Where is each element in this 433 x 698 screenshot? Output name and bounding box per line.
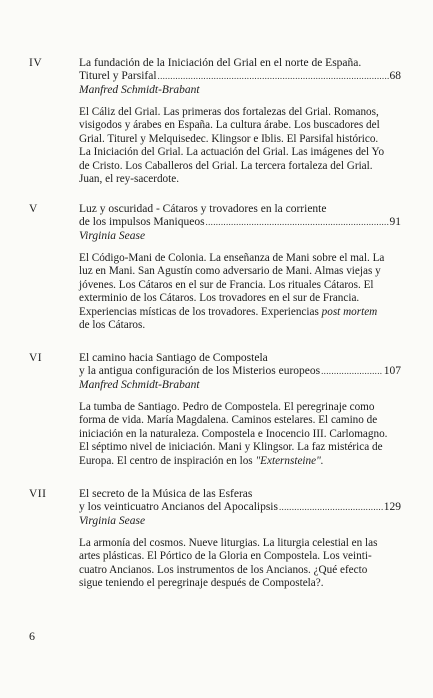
summary-line — [79, 306, 401, 319]
chapter-author: Manfred Schmidt-Brabant — [79, 379, 200, 391]
page-folio: 6 — [29, 629, 35, 643]
summary-line: de Cristo. Los Caballeros del Grial. La tercera fortaleza del Grial. — [79, 159, 373, 172]
chapter-summary — [79, 252, 401, 332]
chapter-summary — [79, 106, 401, 186]
toc-line — [79, 70, 401, 83]
summary-italic-term: post mortem — [321, 305, 378, 318]
summary-italic-term: "Externsteine". — [255, 454, 324, 467]
chapter-title: La fundación de la Iniciación del Grial en el norte de España. — [79, 57, 362, 69]
chapter-subtitle: Titurel y Parsifal — [79, 70, 157, 82]
chapter-subtitle: de los impulsos Maniqueos — [79, 216, 205, 228]
chapter-title: El camino hacia Santiago de Compostela — [79, 352, 268, 364]
summary-text: Europa. El centro de inspiración en los — [79, 454, 253, 467]
dot-leader — [279, 501, 383, 514]
summary-line: iniciación en la naturaleza. Compostela e Inocencio III. Carlomagno. — [79, 427, 388, 440]
chapter-author: Virginia Sease — [79, 515, 146, 527]
page-number: 68 — [389, 70, 401, 82]
summary-line: jóvenes. Los Cátaros en el sur de Francia. Los rituales Cátaros. El — [79, 278, 374, 291]
summary-line: sigue teniendo el peregrinaje después de Compostela?. — [79, 577, 324, 590]
chapter-numeral: VI — [29, 352, 43, 364]
summary-line: El séptimo nivel de iniciación. Mani y Klingsor. La faz mistérica de — [79, 441, 383, 454]
summary-line: luz en Mani. San Agustín como adversario de Mani. Almas viejas y — [79, 265, 381, 278]
chapter-author: Manfred Schmidt-Brabant — [79, 84, 200, 96]
toc-line — [79, 365, 401, 378]
summary-line: de los Cátaros. — [79, 319, 146, 332]
chapter-numeral: VII — [29, 488, 47, 500]
page-number: 91 — [389, 216, 401, 228]
summary-line: El Código-Mani de Colonia. La enseñanza de Mani sobre el mal. La — [79, 252, 385, 264]
summary-line: Grial. Titurel y Melquisedec. Klingsor e Iblis. El Parsifal histórico. — [79, 132, 379, 145]
chapter-author: Virginia Sease — [79, 230, 146, 242]
toc-line — [79, 216, 401, 229]
toc-line — [79, 501, 401, 514]
summary-line — [79, 455, 401, 468]
summary-line: La armonía del cosmos. Nueve liturgias. La liturgia celestial en las — [79, 537, 378, 549]
summary-line: visigodos y árabes en España. La cultura árabe. Los buscadores del — [79, 119, 380, 132]
dot-leader — [321, 365, 383, 378]
chapter-numeral: V — [29, 203, 38, 215]
summary-line: forma de vida. María Magdalena. Caminos estelares. El camino de — [79, 414, 378, 427]
summary-line: La Iniciación del Grial. La actuación del Grial. Las imágenes del Yo — [79, 146, 385, 159]
chapter-summary — [79, 537, 401, 591]
summary-line: artes plásticas. El Pórtico de la Gloria en Compostela. Los veinti- — [79, 550, 372, 563]
summary-line: La tumba de Santiago. Pedro de Compostela. El peregrinaje como — [79, 401, 375, 413]
summary-line: exterminio de los Cátaros. Los trovadores en el sur de Francia. — [79, 292, 360, 305]
chapter-numeral: IV — [29, 57, 43, 69]
dot-leader — [158, 70, 389, 83]
chapter-summary — [79, 401, 401, 468]
summary-line: cuatro Ancianos. Los instrumentos de los Ancianos. ¿Qué efecto — [79, 563, 368, 576]
chapter-subtitle: y los veinticuatro Ancianos del Apocalipsis — [79, 501, 278, 513]
chapter-subtitle: y la antigua configuración de los Misterios europeos — [79, 365, 321, 377]
summary-line: Juan, el rey-sacerdote. — [79, 173, 180, 186]
page-number: 129 — [383, 501, 401, 513]
page-number: 107 — [383, 365, 401, 377]
summary-text: Experiencias místicas de los trovadores. Experiencias — [79, 305, 319, 318]
chapter-title: El secreto de la Música de las Esferas — [79, 488, 253, 500]
summary-line: El Cáliz del Grial. Las primeras dos fortalezas del Grial. Romanos, — [79, 106, 379, 118]
dot-leader — [206, 216, 389, 229]
chapter-title: Luz y oscuridad - Cátaros y trovadores en la corriente — [79, 203, 327, 215]
